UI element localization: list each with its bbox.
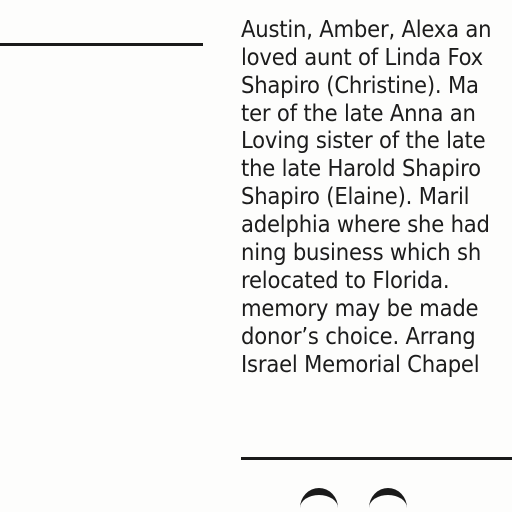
headline-glyph-top [300, 488, 338, 512]
text-line: donor’s choice. Arrang [241, 321, 476, 350]
right-obituary-column [241, 0, 512, 512]
text-line [241, 0, 491, 16]
right-obituary-text [241, 0, 491, 378]
text-line: Shapiro (Elaine). Maril [241, 182, 470, 211]
text-line: memory may be made [241, 293, 479, 322]
cropped-headline-glyphs [300, 488, 512, 512]
text-line: adelphia where she had [241, 210, 490, 239]
text-line: Israel Memorial Chapel [241, 349, 480, 378]
text-line: loved aunt of Linda Fox [241, 42, 483, 71]
text-line: ning business which sh [241, 238, 482, 267]
column-divider-rule [0, 43, 203, 46]
text-line: ter of the late Anna an [241, 98, 476, 127]
text-line: relocated to Florida. [241, 265, 450, 294]
section-divider-rule [241, 457, 512, 460]
headline-glyph-top [369, 488, 407, 512]
text-line: Austin, Amber, Alexa an [241, 14, 492, 43]
text-line: Loving sister of the late [241, 126, 486, 155]
text-line: the late Harold Shapiro [241, 154, 481, 183]
text-line: Shapiro (Christine). Ma [241, 70, 479, 99]
